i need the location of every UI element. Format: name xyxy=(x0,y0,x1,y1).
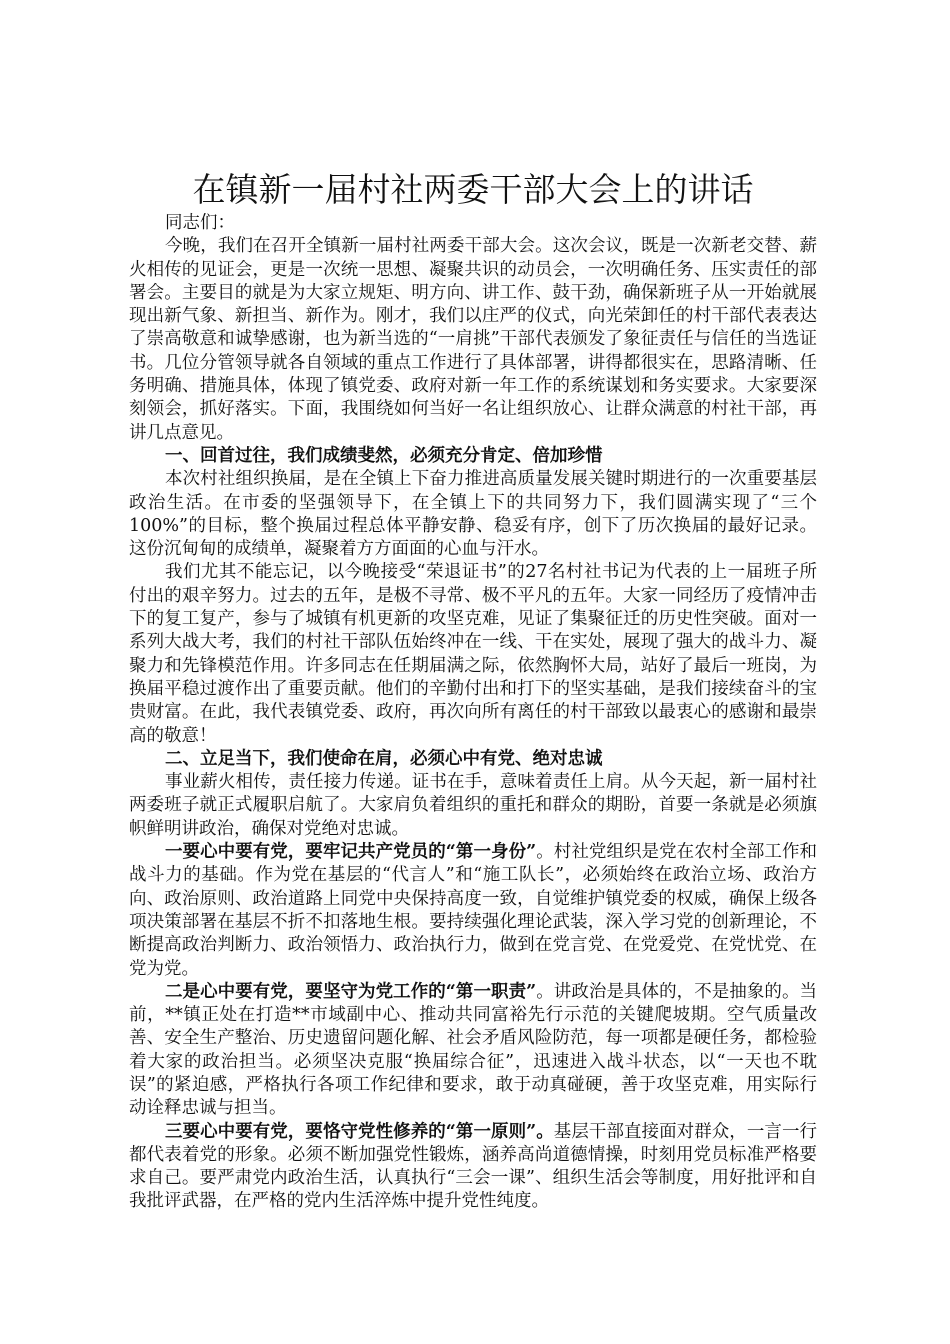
section2-point-3 xyxy=(129,1121,817,1214)
section-heading-2: 二、立足当下，我们使命在肩，必须心中有党、绝对忠诚 xyxy=(165,748,603,769)
document-page xyxy=(129,168,817,1214)
salutation: 同志们： xyxy=(165,213,235,233)
point-3-lead: 三要心中要有党，要恪守党性修养的“第一原则”。 xyxy=(165,1121,554,1142)
document-title: 在镇新一届村社两委干部大会上的讲话 xyxy=(192,170,754,209)
point-1-body: 。村社党组织是党在农村全部工作和战斗力的基础。作为党在基层的“代言人”和“施工队长”，必须始终在政治立场、政治方向、政治原则、政治道路上同党中央保持高度一致，自觉维护镇党委的权威，确保上级各项决策部署在基层不折不扣落地生根。要持续强化理论武装，深入学习党的创新理论，不断提高政治判断力、政治领悟力、政治执行力，做到在党言党、在党爱党、在党忧党、在党为党。 xyxy=(129,842,817,979)
section1-paragraph-1: 本次村社组织换届，是在全镇上下奋力推进高质量发展关键时期进行的一次重要基层政治生活。在市委的坚强领导下，在全镇上下的共同努力下，我们圆满实现了“三个100%”的目标，整个换届过程总体平静安静、稳妥有序，创下了历次换届的最好记录。这份沉甸甸的成绩单，凝聚着方方面面的心血与汗水。 xyxy=(129,469,817,560)
section-heading-1: 一、回首过往，我们成绩斐然，必须充分肯定、倍加珍惜 xyxy=(165,445,603,466)
section1-paragraph-2: 我们尤其不能忘记，以今晚接受“荣退证书”的27名村社书记为代表的上一届班子所付出的艰辛努力。过去的五年，是极不寻常、极不平凡的五年。大家一同经历了疫情冲击下的复工复产，参与了城镇有机更新的攻坚克难，见证了集聚征迁的历史性突破。面对一系列大战大考，我们的村社干部队伍始终冲在一线、干在实处，展现了强大的战斗力、凝聚力和先锋模范作用。许多同志在任期届满之际，依然胸怀大局，站好了最后一班岗，为换届平稳过渡作出了重要贡献。他们的辛勤付出和打下的坚实基础，是我们接续奋斗的宝贵财富。在此，我代表镇党委、政府，再次向所有离任的村干部致以最衷心的感谢和最崇高的敬意！ xyxy=(129,562,817,746)
section2-paragraph-1: 事业薪火相传，责任接力传递。证书在手，意味着责任上肩。从今天起，新一届村社两委班子就正式履职启航了。大家肩负着组织的重托和群众的期盼，首要一条就是必须旗帜鲜明讲政治，确保对党绝对忠诚。 xyxy=(129,772,817,839)
intro-paragraph: 今晚，我们在召开全镇新一届村社两委干部大会。这次会议，既是一次新老交替、薪火相传的见证会，更是一次统一思想、凝聚共识的动员会，一次明确任务、压实责任的部署会。主要目的就是为大家立规矩、明方向、讲工作、鼓干劲，确保新班子从一开始就展现出新气象、新担当、新作为。刚才，我们以庄严的仪式，向光荣卸任的村干部代表表达了崇高敬意和诚挚感谢，也为新当选的“一肩挑”干部代表颁发了象征责任与信任的当选证书。几位分管领导就各自领域的重点工作进行了具体部署，讲得都很实在，思路清晰、任务明确、措施具体，体现了镇党委、政府对新一年工作的系统谋划和务实要求。大家要深刻领会，抓好落实。下面，我围绕如何当好一名让组织放心、让群众满意的村社干部，再讲几点意见。 xyxy=(129,236,817,443)
point-3-body: 基层干部直接面对群众，一言一行都代表着党的形象。必须不断加强党性锻炼，涵养高尚道德情操，时刻用党员标准严格要求自己。要严肃党内政治生活，认真执行“三会一课”、组织生活会等制度，用好批评和自我批评武器，在严格的党内生活淬炼中提升党性纯度。 xyxy=(129,1121,817,1212)
point-2-body: 。讲政治是具体的，不是抽象的。当前，**镇正处在打造**市域副中心、推动共同富裕先行示范的关键爬坡期。空气质量改善、安全生产整治、历史遗留问题化解、社会矛盾风险防范，每一项都是硬任务，都检验着大家的政治担当。必须坚决克服“换届综合征”，迅速进入战斗状态，以“一天也不耽误”的紧迫感，严格执行各项工作纪律和要求，敢于动真碰硬，善于攻坚克难，用实际行动诠释忠诚与担当。 xyxy=(129,981,817,1119)
point-2-lead: 二是心中要有党，要坚守为党工作的“第一职责” xyxy=(165,981,537,1002)
section2-point-2 xyxy=(129,981,817,1121)
point-1-lead: 一要心中要有党，要牢记共产党员的“第一身份” xyxy=(165,842,537,863)
section2-point-1 xyxy=(129,841,817,981)
